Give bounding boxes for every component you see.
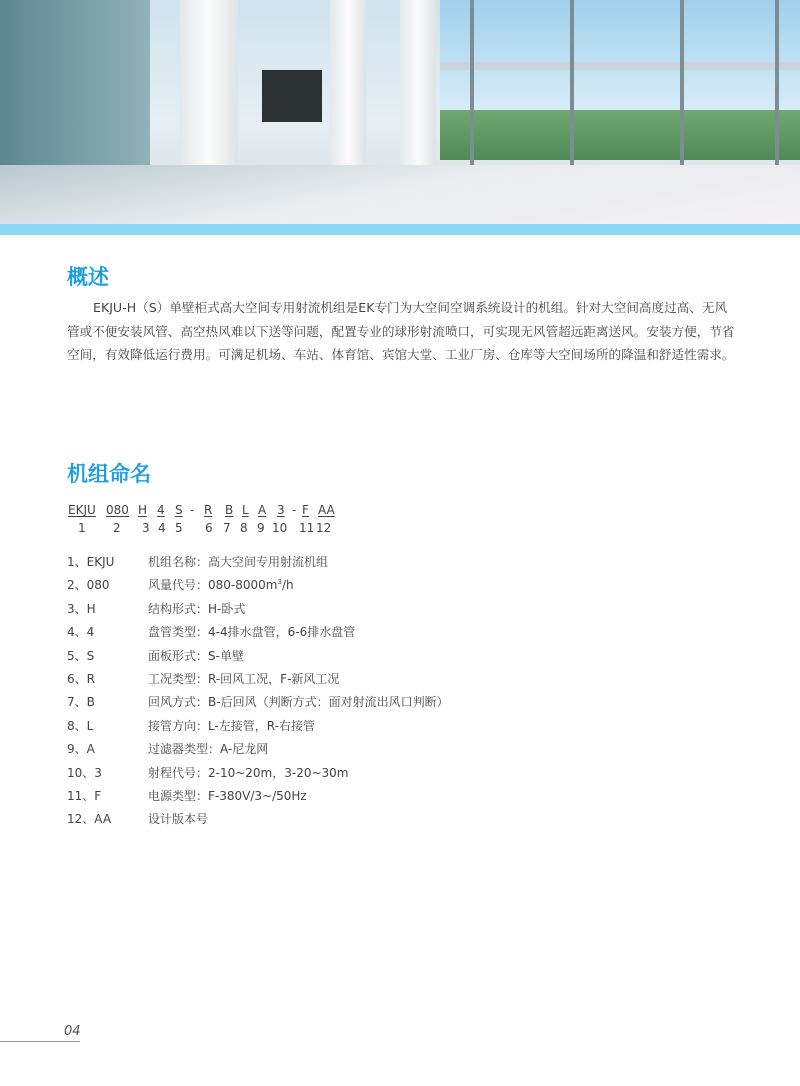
naming-item-key: 7、B [67,695,95,710]
naming-item-desc: 风量代号：080-8000m [148,578,278,593]
hero-screen [262,70,322,122]
naming-item [67,740,268,757]
model-code-part: H [138,503,148,517]
naming-item [67,764,349,781]
page-number: 04 [64,1024,81,1039]
hero-beam [440,62,800,70]
naming-item-key: 9、A [67,742,95,757]
model-code-part: A [258,503,267,517]
naming-title: 机组命名 [67,462,151,486]
naming-item-desc: 过滤器类型：A-尼龙网 [148,742,269,757]
naming-item-key: 2、080 [67,578,110,593]
model-code-index: 9 [257,521,265,535]
naming-item-desc: 机组名称：高大空间专用射流机组 [148,555,329,569]
model-code-index: 8 [240,521,248,535]
naming-item-key: 12、AA [67,812,112,827]
naming-item-desc: 回风方式：B-后回风（判断方式：面对射流出风口判断） [148,695,449,710]
overview-text: EKJU-H（S）单壁柜式高大空间专用射流机组是EK专门为大空间空调系统设计的机组。针对大空间高度过高、无风管或不便安装风管、高空热风难以下送等问题，配置专业的球形射流喷口，可实现无风管超远距离送风。安装方便，节省空间，有效降低运行费用。可满足机场、车站、体育馆、宾馆大堂、工业厂房、仓库等大空间场所的降温和舒适性需求。 [67,300,735,362]
naming-item-key: 3、H [67,601,96,616]
model-code-index: 1 [78,521,86,535]
model-code-index: 12 [316,521,332,535]
page-number-rule [0,1041,80,1042]
naming-item-key: 5、S [67,648,95,663]
naming-item-key: 10、3 [67,765,102,780]
model-code-part: 080 [106,503,129,517]
model-code-index: 11 [299,521,315,535]
header-band [0,224,800,235]
model-code-part: 4 [157,503,165,517]
naming-item [67,810,208,827]
naming-item-key: 8、L [67,718,94,733]
model-code-part: B [225,503,234,517]
hero-floor [0,165,800,224]
naming-item [67,647,244,664]
superscript: 3 [277,578,282,587]
model-code-index: 2 [113,521,121,535]
hero-glass-wall [0,0,150,190]
naming-item-desc: 接管方向：L-左接管，R-右接管 [148,718,315,733]
hero-photo-lobby [0,0,800,224]
naming-item [67,670,339,687]
model-code-part: AA [318,503,335,517]
overview-title: 概述 [67,265,109,289]
naming-item-key: 6、R [67,672,95,686]
naming-item-desc: 设计版本号 [148,812,209,827]
naming-item [67,787,307,804]
model-code-index: 5 [175,521,183,535]
naming-item [67,623,355,640]
hero-trees [440,110,800,160]
model-code-index: 7 [223,521,231,535]
naming-item [67,553,328,570]
model-code-part: S [175,503,183,517]
model-code-index: 3 [142,521,150,535]
model-code-part: EKJU [68,503,96,517]
model-code-part: - [190,503,195,517]
model-code-part: F [302,503,309,517]
naming-item-desc: 面板形式：S-单壁 [148,648,244,663]
naming-item-desc: 电源类型：F-380V/3~/50Hz [148,789,307,803]
naming-item-desc: 盘管类型：4-4排水盘管，6-6排水盘管 [148,625,356,640]
model-code-part: - [292,503,297,517]
naming-item-key: 1、EKJU [67,555,115,569]
model-code-part: R [204,503,213,517]
model-code-index: 4 [158,521,166,535]
naming-item [67,693,449,710]
naming-item [67,717,315,734]
model-code-part: 3 [277,503,285,517]
naming-item [67,576,294,593]
hero-sky [440,0,800,110]
naming-item-key: 11、F [67,789,102,803]
naming-item-desc: 射程代号：2-10~20m，3-20~30m [148,765,349,780]
naming-item-desc-tail: /h [281,578,294,593]
model-code-part: L [242,503,249,517]
naming-item [67,600,245,617]
naming-item-desc: 结构形式：H-卧式 [148,601,246,616]
model-code-index: 10 [272,521,288,535]
naming-item-desc: 工况类型：R-回风工况，F-新风工况 [148,672,340,686]
naming-item-key: 4、4 [67,625,95,640]
model-code-index: 6 [205,521,213,535]
